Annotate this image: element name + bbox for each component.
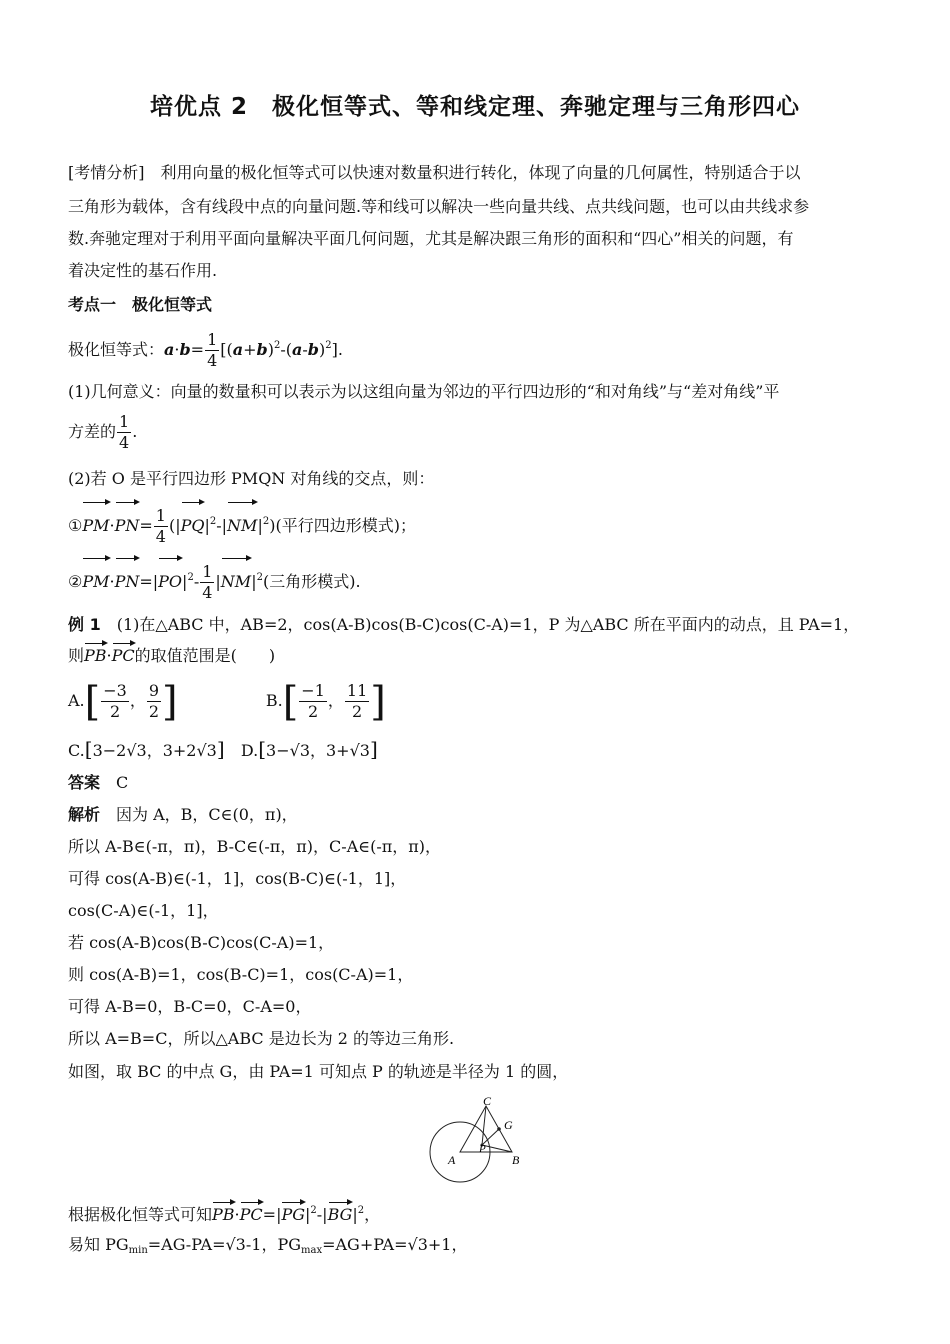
intro-line-4: 着决定性的基石作用. xyxy=(68,261,218,280)
label-b: B xyxy=(512,1153,520,1167)
mode-1-formula: ①PM·PN= $\frac{1}{4}$ $(|PQ|^2-|NM|^2)$(平行四边形模式)； xyxy=(68,506,416,546)
intro-line-2: 三角形为载体，含有线段中点的向量问题.等和线可以解决一些向量共线、点共线问题，也可以由共线求参 xyxy=(68,197,810,216)
section-heading: 考点一 极化恒等式 xyxy=(68,295,213,314)
solution-line-3: 可得 cos(A-B)∈(-1，1]，cos(B-C)∈(-1，1]， xyxy=(68,869,407,888)
example-line-1: 例 1 (1)在△ABC 中，AB=2，cos(A-B)cos(B-C)cos(C-A)=1，P 为△ABC 所在平面内的动点，且 PA=1， xyxy=(68,615,860,634)
solution-line-10: 根据极化恒等式可知$PB\cdot PC=|PG|^2-|BG|^2$， xyxy=(68,1205,381,1224)
answer: 答案 C xyxy=(68,773,129,792)
point-g xyxy=(497,1127,501,1131)
label-g: G xyxy=(504,1118,513,1132)
intro-line-3: 数.奔驰定理对于利用平面向量解决平面几何问题，尤其是解决跟三角形的面积和“四心”相关的问题，有 xyxy=(68,229,794,248)
intro-line-1: [考情分析] 利用向量的极化恒等式可以快速对数量积进行转化，体现了向量的几何属性，特别适合于以 xyxy=(68,163,801,182)
options-cd xyxy=(68,738,888,762)
solution-line-6: 则 cos(A-B)=1，cos(B-C)=1，cos(C-A)=1， xyxy=(68,965,414,984)
label-p: P xyxy=(479,1143,486,1155)
solution-line-7: 可得 A-B=0，B-C=0，C-A=0， xyxy=(68,997,312,1016)
label-c: C xyxy=(483,1094,492,1108)
solution-line-9: 如图，取 BC 的中点 G，由 PA=1 可知点 P 的轨迹是半径为 1 的圆， xyxy=(68,1062,569,1081)
solution-line-1: 解析 因为 A，B，C∈(0，π)， xyxy=(68,805,298,824)
option-c[interactable]: C.[3−2√3，3+2√3] xyxy=(68,737,225,761)
options-ab xyxy=(68,676,888,726)
solution-line-4: cos(C-A)∈(-1，1]， xyxy=(68,901,219,920)
item-2: (2)若 O 是平行四边形 PMQN 对角线的交点，则： xyxy=(68,469,435,488)
triangle-circle-figure xyxy=(424,1092,534,1192)
mode-2-formula: $②PM\cdot PN=|PO|^2-$ $\frac{1}{4}$ $|NM|^2$(三角形模式). xyxy=(68,562,361,602)
solution-line-5: 若 cos(A-B)cos(B-C)cos(C-A)=1， xyxy=(68,933,335,952)
meaning-line-1: (1)几何意义：向量的数量积可以表示为以这组向量为邻边的平行四边形的“和对角线”与“差对角线”平 xyxy=(68,382,780,401)
option-a[interactable]: A.[ $\frac{-3}{2}$ ， $\frac{9}{2}$ ] xyxy=(68,678,178,725)
solution-line-2: 所以 A-B∈(-π，π)，B-C∈(-π，π)，C-A∈(-π，π)， xyxy=(68,837,442,856)
example-line-2: 则PB·PC的取值范围是( ) xyxy=(68,646,276,665)
option-b[interactable]: B.[ $\frac{-1}{2}$ ， $\frac{11}{2}$ ] xyxy=(265,678,386,725)
solution-line-8: 所以 A=B=C，所以△ABC 是边长为 2 的等边三角形. xyxy=(68,1029,455,1048)
polarization-formula: 极化恒等式：a·b= $\frac{1}{4}$ $[(a+b)^2-(a-b)^2]$. xyxy=(68,330,343,370)
option-d[interactable]: D.[3−√3，3+√3] xyxy=(240,737,378,761)
label-a: A xyxy=(448,1153,456,1167)
intro-tag: [考情分析] xyxy=(68,163,145,182)
segment-pb xyxy=(482,1145,512,1152)
page-title: 培优点 2 极化恒等式、等和线定理、奔驰定理与三角形四心 xyxy=(149,94,800,120)
solution-line-11: 易知 $PG_{min}=AG-PA=√3-1$，$PG_{max}=AG+PA=√3+1$， xyxy=(68,1235,468,1256)
meaning-line-2: 方差的 $\frac{1}{4}$ . xyxy=(68,412,138,452)
